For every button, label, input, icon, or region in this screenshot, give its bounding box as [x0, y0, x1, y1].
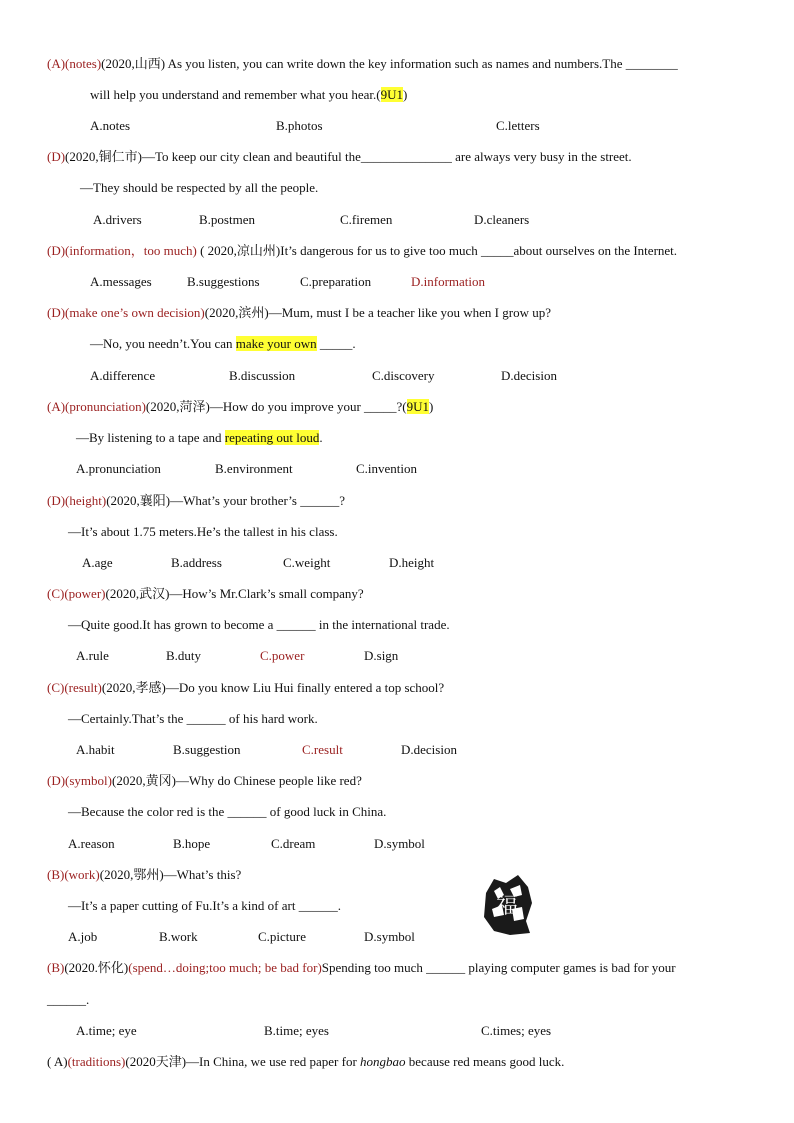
- option-d: D.decision: [501, 368, 557, 383]
- source-tag: (2020,菏泽): [145, 399, 210, 414]
- source-tag: (2020,滨州): [204, 305, 269, 320]
- option-b: B.discussion: [229, 368, 296, 383]
- keyword-note: (notes): [65, 56, 102, 71]
- answer-label: (B): [47, 867, 65, 882]
- option-a: A.pronunciation: [76, 461, 161, 476]
- option-b: B.postmen: [199, 212, 255, 227]
- keyword-note: (result): [64, 680, 102, 695]
- source-tag: (2020,黄冈): [112, 773, 176, 788]
- keyword-note: (spend…doing;too much; be bad for): [128, 960, 322, 975]
- answer-label: (A): [47, 56, 66, 71]
- option-c: C.firemen: [340, 212, 393, 227]
- keyword-note: (traditions): [67, 1054, 126, 1069]
- question-stem: Spending too much ______ playing computer games is bad for your: [321, 960, 676, 975]
- close-paren: ): [403, 87, 408, 102]
- keyword-note: (information，too much): [65, 243, 197, 258]
- option-a: A.job: [68, 929, 98, 944]
- option-a: A.difference: [90, 368, 156, 383]
- question-6-line: [47, 492, 345, 510]
- question-stem: It’s dangerous for us to give too much _____about ourselves on the Internet.: [280, 243, 678, 258]
- option-d: D.symbol: [364, 929, 415, 944]
- keyword-note: (symbol): [65, 773, 112, 788]
- reply-text: —By listening to a tape and: [76, 430, 225, 445]
- question-stem: —What’s this?: [163, 867, 242, 882]
- option-b: B.work: [159, 929, 198, 944]
- option-a: A.messages: [90, 274, 152, 289]
- reply-text: —No, you needn’t.You can: [90, 336, 236, 351]
- option-d: D.height: [389, 555, 435, 570]
- highlighted-phrase: make your own: [235, 336, 317, 351]
- question-stem: —Mum, must I be a teacher like you when I grow up?: [268, 305, 551, 320]
- question-stem-end: because red means good luck.: [405, 1054, 565, 1069]
- question-3-line: [47, 242, 677, 260]
- option-a: A.rule: [76, 648, 109, 663]
- source-tag: (2020,铜仁市): [65, 149, 142, 164]
- question-2-line: [47, 148, 632, 166]
- question-1-line: [47, 55, 678, 73]
- question-8-line: [47, 679, 444, 697]
- question-9-reply: —Because the color red is the ______ of good luck in China.: [68, 804, 387, 819]
- question-11-continuation: ______.: [47, 992, 90, 1007]
- question-stem: —How’s Mr.Clark’s small company?: [169, 586, 364, 601]
- option-b: B.address: [171, 555, 222, 570]
- question-4-line: [47, 304, 551, 322]
- answer-label: ( A): [47, 1054, 68, 1069]
- option-b: B.environment: [215, 461, 293, 476]
- question-stem-cont: will help you understand and remember what you hear.(: [90, 87, 381, 102]
- question-8-reply: —Certainly.That’s the ______ of his hard work.: [68, 711, 318, 726]
- question-7-reply: —Quite good.It has grown to become a ______ in the international trade.: [68, 617, 450, 632]
- option-d: D.decision: [401, 742, 457, 757]
- answer-label: (B): [47, 960, 65, 975]
- keyword-note: (work): [64, 867, 100, 882]
- keyword-note: (pronunciation): [65, 399, 146, 414]
- question-10-reply: —It’s a paper cutting of Fu.It’s a kind of art ______.: [68, 898, 341, 913]
- question-stem: —Why do Chinese people like red?: [175, 773, 362, 788]
- fu-paper-cutting-image: [480, 873, 534, 937]
- source-tag: (2020,襄阳): [106, 493, 171, 508]
- question-12-line: [47, 1053, 564, 1071]
- option-c: C.times; eyes: [481, 1023, 552, 1038]
- option-b: B.photos: [276, 118, 323, 133]
- option-a: A.habit: [76, 742, 115, 757]
- close-paren: ): [429, 399, 434, 414]
- source-tag: (2020天津): [125, 1054, 187, 1069]
- reply-blank: _____.: [316, 336, 356, 351]
- option-c: C.power: [260, 648, 305, 663]
- answer-label: (D): [47, 243, 66, 258]
- option-a: A.reason: [68, 836, 115, 851]
- option-a: A.drivers: [93, 212, 142, 227]
- option-c: C.picture: [258, 929, 307, 944]
- source-tag: (2020,武汉): [105, 586, 170, 601]
- option-d: D.cleaners: [474, 212, 530, 227]
- question-10-line: [47, 866, 241, 884]
- option-d: D.sign: [364, 648, 399, 663]
- answer-label: (C): [47, 586, 65, 601]
- keyword-note: (height): [65, 493, 107, 508]
- option-b: B.hope: [173, 836, 211, 851]
- option-c: C.dream: [271, 836, 316, 851]
- question-stem: —How do you improve your _____?(: [209, 399, 407, 414]
- source-tag: (2020,鄂州): [99, 867, 164, 882]
- question-4-reply: [90, 335, 356, 353]
- question-stem: —Do you know Liu Hui finally entered a top school?: [165, 680, 445, 695]
- option-a: A.notes: [90, 118, 131, 133]
- keyword-note: (make one’s own decision): [65, 305, 205, 320]
- option-c: C.discovery: [372, 368, 435, 383]
- answer-label: (A): [47, 399, 66, 414]
- fu-character: 福: [495, 894, 519, 919]
- unit-tag: 9U1: [406, 399, 430, 414]
- option-b: B.suggestion: [173, 742, 241, 757]
- source-tag: ( 2020,凉山州): [196, 243, 281, 258]
- question-1-continuation: [90, 86, 407, 104]
- option-a: A.age: [82, 555, 113, 570]
- option-c: C.letters: [496, 118, 540, 133]
- question-9-line: [47, 772, 362, 790]
- option-b: B.suggestions: [187, 274, 260, 289]
- highlighted-phrase: repeating out loud: [224, 430, 320, 445]
- question-11-line: [47, 959, 676, 977]
- option-a: A.time; eye: [76, 1023, 137, 1038]
- option-b: B.time; eyes: [264, 1023, 329, 1038]
- option-d: D.symbol: [374, 836, 425, 851]
- source-tag: (2020.怀化): [64, 960, 129, 975]
- answer-label: (C): [47, 680, 65, 695]
- question-5-reply: [76, 429, 323, 447]
- italic-word: hongbao: [360, 1054, 406, 1069]
- question-stem: As you listen, you can write down the key information such as names and numbers.The ________: [165, 56, 678, 71]
- answer-label: (D): [47, 773, 66, 788]
- answer-label: (D): [47, 493, 66, 508]
- option-c: C.preparation: [300, 274, 372, 289]
- question-6-reply: —It’s about 1.75 meters.He’s the tallest in his class.: [68, 524, 338, 539]
- answer-label: (D): [47, 149, 66, 164]
- unit-tag: 9U1: [380, 87, 403, 102]
- question-stem: —To keep our city clean and beautiful the______________ are always very busy in the street.: [141, 149, 632, 164]
- keyword-note: (power): [64, 586, 106, 601]
- option-c: C.result: [302, 742, 343, 757]
- source-tag: (2020,山西): [101, 56, 166, 71]
- source-tag: (2020,孝感): [101, 680, 166, 695]
- option-c: C.weight: [283, 555, 331, 570]
- option-c: C.invention: [356, 461, 418, 476]
- question-stem: —In China, we use red paper for: [186, 1054, 361, 1069]
- question-5-line: [47, 398, 433, 416]
- question-stem: —What’s your brother’s ______?: [170, 493, 345, 508]
- question-2-reply: —They should be respected by all the people.: [80, 180, 319, 195]
- option-d: D.information: [411, 274, 486, 289]
- reply-end: .: [319, 430, 323, 445]
- answer-label: (D): [47, 305, 66, 320]
- option-b: B.duty: [166, 648, 202, 663]
- question-7-line: [47, 585, 364, 603]
